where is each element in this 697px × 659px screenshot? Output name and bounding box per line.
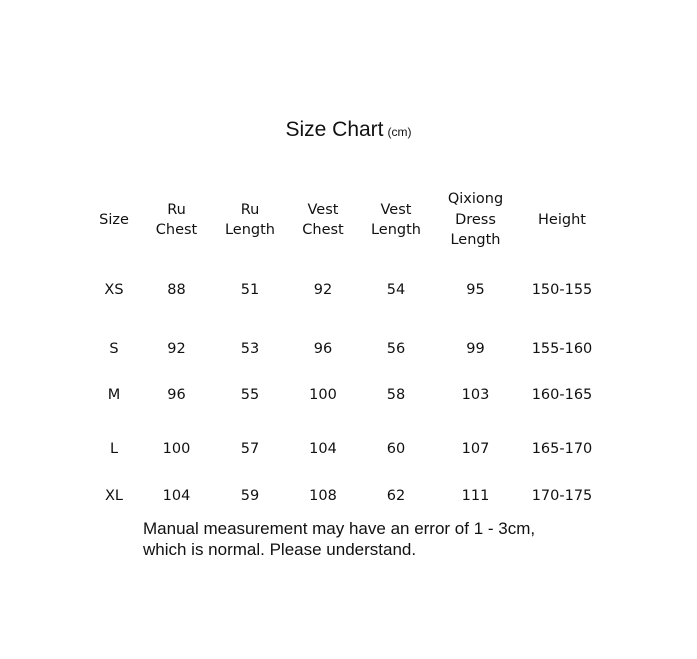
header-line: Qixiong — [447, 191, 504, 208]
cell-height: 165-170 — [531, 440, 593, 457]
cell-size: XL — [104, 487, 123, 504]
measurement-note — [143, 518, 535, 560]
cell-size: XS — [104, 281, 124, 298]
header-line: Dress — [455, 211, 496, 228]
note-line: which is normal. Please understand. — [143, 540, 417, 559]
header-line: Ru — [167, 201, 186, 218]
cell-height: 155-160 — [531, 340, 593, 357]
cell-size: S — [109, 340, 119, 357]
cell-dress-length: 95 — [466, 281, 485, 298]
header-line: Length — [224, 222, 275, 238]
header-line: Vest — [307, 201, 339, 218]
cell-vest-length: 58 — [386, 386, 406, 403]
header-line: Height — [538, 211, 586, 228]
cell-vest-chest: 92 — [313, 281, 333, 298]
header-qixiong-dress-length — [443, 186, 508, 254]
title-unit: (cm) — [387, 125, 412, 139]
cell-height: 160-165 — [531, 386, 593, 403]
cell-size: M — [107, 386, 121, 403]
header-line: Length — [450, 232, 501, 249]
header-line: Size — [99, 211, 129, 228]
cell-dress-length: 111 — [461, 487, 490, 504]
header-ru-chest — [150, 186, 203, 254]
cell-ru-length: 53 — [240, 340, 260, 357]
header-line: Ru — [240, 201, 260, 218]
chart-title — [0, 118, 697, 142]
header-line: Chest — [155, 222, 198, 238]
cell-ru-chest: 100 — [162, 440, 191, 457]
cell-dress-length: 99 — [466, 340, 485, 357]
header-line: Chest — [302, 222, 344, 238]
table-row — [78, 319, 616, 364]
cell-ru-length: 55 — [240, 386, 260, 403]
cell-height: 150-155 — [531, 281, 593, 298]
header-ru-length — [203, 186, 297, 254]
cell-ru-length: 57 — [240, 440, 260, 457]
cell-dress-length: 107 — [461, 440, 490, 457]
cell-vest-chest: 96 — [313, 340, 333, 357]
header-vest-length — [349, 186, 443, 254]
header-size — [78, 186, 150, 254]
cell-size: L — [109, 440, 119, 457]
cell-vest-length: 56 — [386, 340, 406, 357]
cell-ru-chest: 96 — [167, 386, 186, 403]
header-line: Length — [370, 222, 421, 238]
size-table — [78, 186, 616, 525]
note-line: Manual measurement may have an error of 1 - 3cm, — [143, 519, 536, 538]
title-text: Size Chart — [285, 118, 384, 141]
header-vest-chest — [297, 186, 349, 254]
cell-vest-chest: 100 — [309, 386, 337, 403]
table-row — [78, 254, 616, 319]
table-row — [78, 364, 616, 425]
cell-height: 170-175 — [531, 487, 593, 504]
header-line: Vest — [380, 201, 412, 218]
cell-ru-chest: 92 — [167, 340, 186, 357]
cell-dress-length: 103 — [461, 386, 490, 403]
cell-ru-length: 59 — [240, 487, 260, 504]
cell-ru-length: 51 — [240, 281, 260, 298]
cell-vest-length: 60 — [386, 440, 406, 457]
header-row — [78, 186, 616, 254]
cell-ru-chest: 104 — [162, 487, 191, 504]
cell-vest-chest: 108 — [309, 487, 337, 504]
cell-vest-length: 54 — [386, 281, 406, 298]
cell-vest-chest: 104 — [309, 440, 337, 457]
cell-vest-length: 62 — [386, 487, 406, 504]
header-height — [508, 186, 616, 254]
table-row — [78, 466, 616, 525]
cell-ru-chest: 88 — [167, 281, 186, 298]
table-row — [78, 425, 616, 466]
